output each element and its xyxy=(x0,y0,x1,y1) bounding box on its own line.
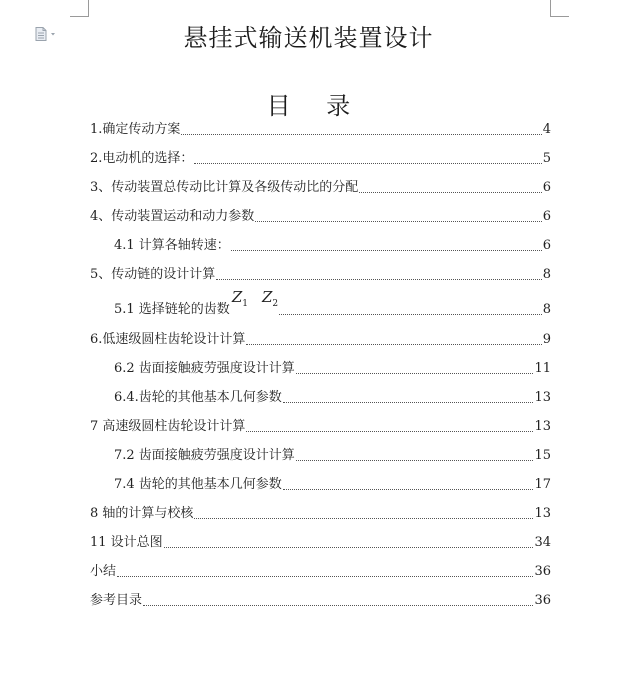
toc-entry-text: 7 高速级圆柱齿轮设计计算 xyxy=(90,419,246,434)
toc-entry[interactable] xyxy=(114,386,551,406)
document-title: 悬挂式输送机装置设计 xyxy=(183,24,434,52)
toc-leader-dots xyxy=(117,575,533,577)
toc-entry[interactable] xyxy=(90,531,551,551)
toc-entry-text: 11 设计总图 xyxy=(90,535,163,550)
toc-entry-text: 3、传动装置总传动比计算及各级传动比的分配 xyxy=(90,180,359,195)
toc-leader-dots xyxy=(181,133,541,135)
toc-leader-dots xyxy=(255,220,541,222)
toc-entry-text: 小结 xyxy=(90,564,117,579)
toc-entry[interactable] xyxy=(114,444,551,464)
toc-leader-dots xyxy=(279,313,542,315)
toc-entry-text: 参考目录 xyxy=(90,593,143,608)
page-corner-mark-top-left xyxy=(70,0,89,17)
toc-leader-dots xyxy=(164,546,534,548)
toc-leader-dots xyxy=(283,488,534,490)
toc-page-number: 5 xyxy=(542,151,551,166)
toc-page-number: 6 xyxy=(542,238,551,253)
toc-page-number: 17 xyxy=(534,477,551,492)
toc-leader-dots xyxy=(194,517,533,519)
toc-entry-text: 7.4 齿轮的其他基本几何参数 xyxy=(114,477,282,492)
toc-page-number: 8 xyxy=(542,267,551,282)
toc-page-number: 36 xyxy=(534,564,551,579)
math-symbol-z1: $Z_1$ xyxy=(231,288,248,309)
toc-page-number: 6 xyxy=(542,180,551,195)
toc-entry[interactable] xyxy=(90,118,551,138)
toc-page-number: 34 xyxy=(534,535,551,550)
toc-heading: 目 录 xyxy=(266,92,365,120)
toc-leader-dots xyxy=(246,343,541,345)
toc-leader-dots xyxy=(296,459,534,461)
toc-entry-text: 6.2 齿面接触疲劳强度设计计算 xyxy=(114,361,295,376)
toc-leader-dots xyxy=(231,249,542,251)
toc-entry[interactable] xyxy=(90,176,551,196)
toc-entry-text: 6.低速级圆柱齿轮设计计算 xyxy=(90,332,246,347)
toc-leader-dots xyxy=(246,430,533,432)
toc-page-number: 6 xyxy=(542,209,551,224)
toc-page-number: 36 xyxy=(534,593,551,608)
toc-page-number: 4 xyxy=(542,122,551,137)
toc-page-number: 13 xyxy=(534,390,551,405)
toc-entry-text: 1.确定传动方案 xyxy=(90,122,181,137)
toc-entry[interactable] xyxy=(90,147,551,167)
toc-entry[interactable] xyxy=(90,560,551,580)
math-symbol-z2: $Z_2$ xyxy=(261,288,279,309)
toc-entry[interactable] xyxy=(90,502,551,522)
toc-entry[interactable] xyxy=(90,415,551,435)
toc-page-number: 15 xyxy=(534,448,551,463)
toc-entry-text: 6.4.齿轮的其他基本几何参数 xyxy=(114,390,282,405)
toc-entry-text: 7.2 齿面接触疲劳强度设计计算 xyxy=(114,448,295,463)
toc-page-number: 13 xyxy=(534,506,551,521)
toc-entry-text: 5、传动链的设计计算 xyxy=(90,267,216,282)
toc-page-number: 11 xyxy=(534,361,551,376)
toc-entry[interactable] xyxy=(114,288,551,318)
toc-leader-dots xyxy=(216,278,541,280)
toc-entry[interactable] xyxy=(90,589,551,609)
toc-entry[interactable] xyxy=(114,357,551,377)
toc-leader-dots xyxy=(283,401,534,403)
toc-entry[interactable] xyxy=(90,328,551,348)
toc-entry-text: 2.电动机的选择： xyxy=(90,151,194,166)
toc-page-number: 13 xyxy=(534,419,551,434)
toc-page-number: 8 xyxy=(542,302,551,317)
page-corner-mark-top-right xyxy=(550,0,569,17)
toc-entry-text: 8 轴的计算与校核 xyxy=(90,506,194,521)
toc-entry[interactable] xyxy=(114,234,551,254)
toc-entry-text: 5.1 选择链轮的齿数 xyxy=(114,302,230,317)
toc-entry-text: 4.1 计算各轴转速： xyxy=(114,238,230,253)
toc-entry-text: 4、传动装置运动和动力参数 xyxy=(90,209,255,224)
toc-leader-dots xyxy=(359,191,541,193)
toc-leader-dots xyxy=(194,162,541,164)
toc-entry[interactable] xyxy=(90,263,551,283)
toc-entry[interactable] xyxy=(90,205,551,225)
toc-leader-dots xyxy=(143,604,533,606)
toc-entry[interactable] xyxy=(114,473,551,493)
toc-leader-dots xyxy=(296,372,534,374)
toc-page-number: 9 xyxy=(542,332,551,347)
